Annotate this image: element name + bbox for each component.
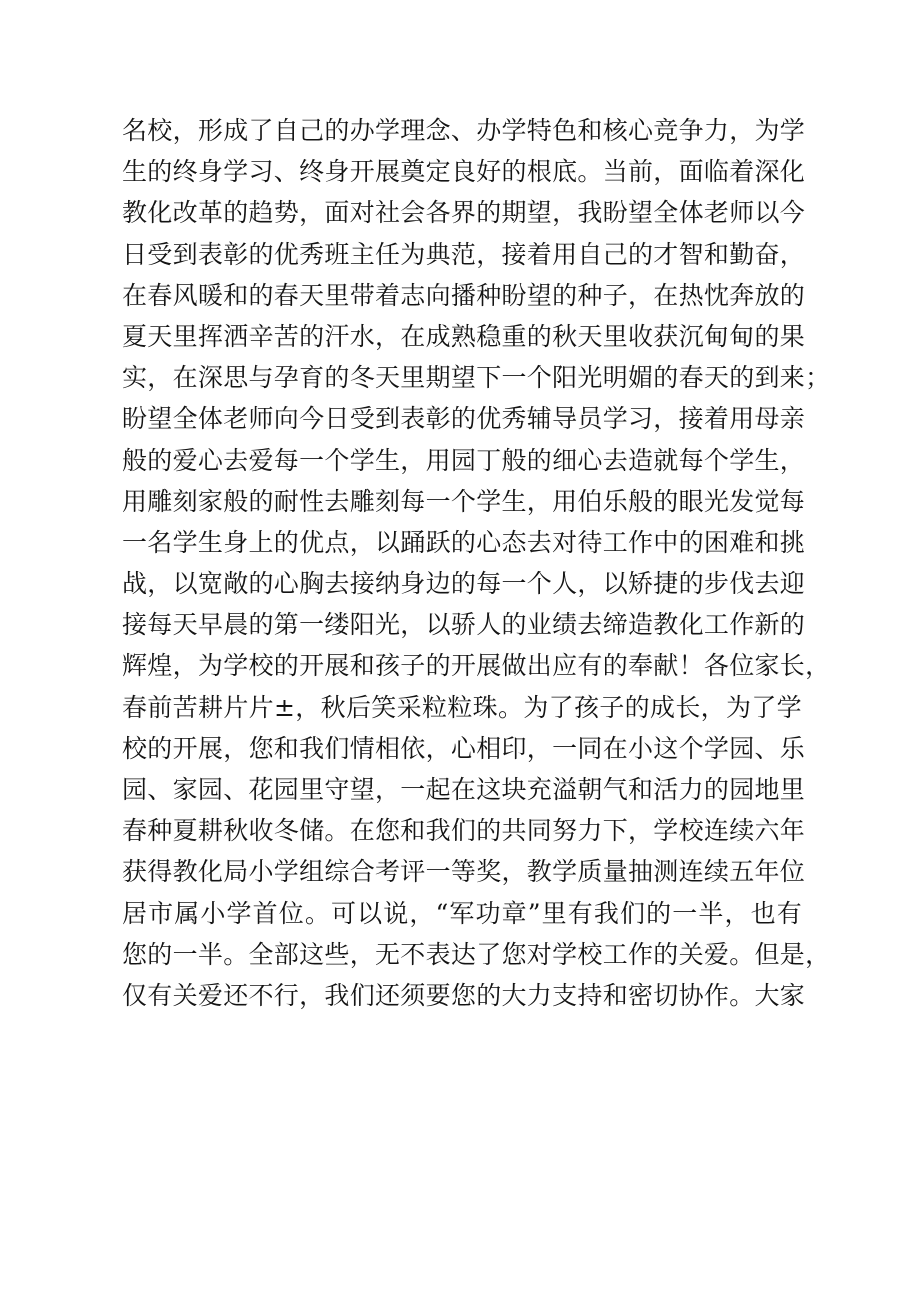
text-line: 春种夏耕秋收冬储。在您和我们的共同努力下，学校连续六年 [122, 816, 806, 846]
text-line: 般的爱心去爱每一个学生，用园丁般的细心去造就每个学生， [122, 445, 806, 475]
text-line: 您的一半。全部这些，无不表达了您对学校工作的关爱。但是， [122, 939, 831, 969]
text-line: 盼望全体老师向今日受到表彰的优秀辅导员学习，接着用母亲 [122, 404, 806, 434]
text-line: 夏天里挥洒辛苦的汗水，在成熟稳重的秋天里收获沉甸甸的果 [122, 321, 806, 351]
text-line: 名校，形成了自己的办学理念、办学特色和核心竞争力，为学 [122, 116, 806, 145]
text-line: 获得教化局小学组综合考评一等奖，教学质量抽测连续五年位 [122, 857, 806, 887]
text-line: 仅有关爱还不行，我们还须要您的大力支持和密切协作。大家 [122, 980, 806, 1010]
text-line: 战，以宽敞的心胸去接纳身边的每一个人，以矫捷的步伐去迎 [122, 569, 806, 599]
text-line: 校的开展，您和我们情相依，心相印，一同在小这个学园、乐 [122, 733, 806, 763]
text-line: 居市属小学首位。可以说，“军功章”里有我们的一半，也有 [122, 898, 802, 928]
body-text [122, 110, 831, 1016]
text-line: 教化改革的趋势，面对社会各界的期望，我盼望全体老师以今 [122, 198, 806, 228]
text-line: 日受到表彰的优秀班主任为典范，接着用自己的才智和勤奋， [122, 239, 806, 269]
text-line: 接每天早晨的第一缕阳光，以骄人的业绩去缔造教化工作新的 [122, 610, 806, 640]
text-line: 实，在深思与孕育的冬天里期望下一个阳光明媚的春天的到来； [122, 363, 831, 393]
text-line: 生的终身学习、终身开展奠定良好的根底。当前，面临着深化 [122, 157, 806, 187]
text-line: 园、家园、花园里守望，一起在这块充溢朝气和活力的园地里 [122, 775, 806, 804]
text-line: 一名学生身上的优点，以踊跃的心态去对待工作中的困难和挑 [122, 527, 806, 557]
text-line: 春前苦耕片片±，秋后笑采粒粒珠。为了孩子的成长，为了学 [122, 692, 802, 722]
text-line: 在春风暖和的春天里带着志向播种盼望的种子，在热忱奔放的 [122, 280, 806, 310]
text-line: 用雕刻家般的耐性去雕刻每一个学生，用伯乐般的眼光发觉每 [122, 486, 806, 516]
text-line: 辉煌，为学校的开展和孩子的开展做出应有的奉献！各位家长， [122, 651, 831, 681]
